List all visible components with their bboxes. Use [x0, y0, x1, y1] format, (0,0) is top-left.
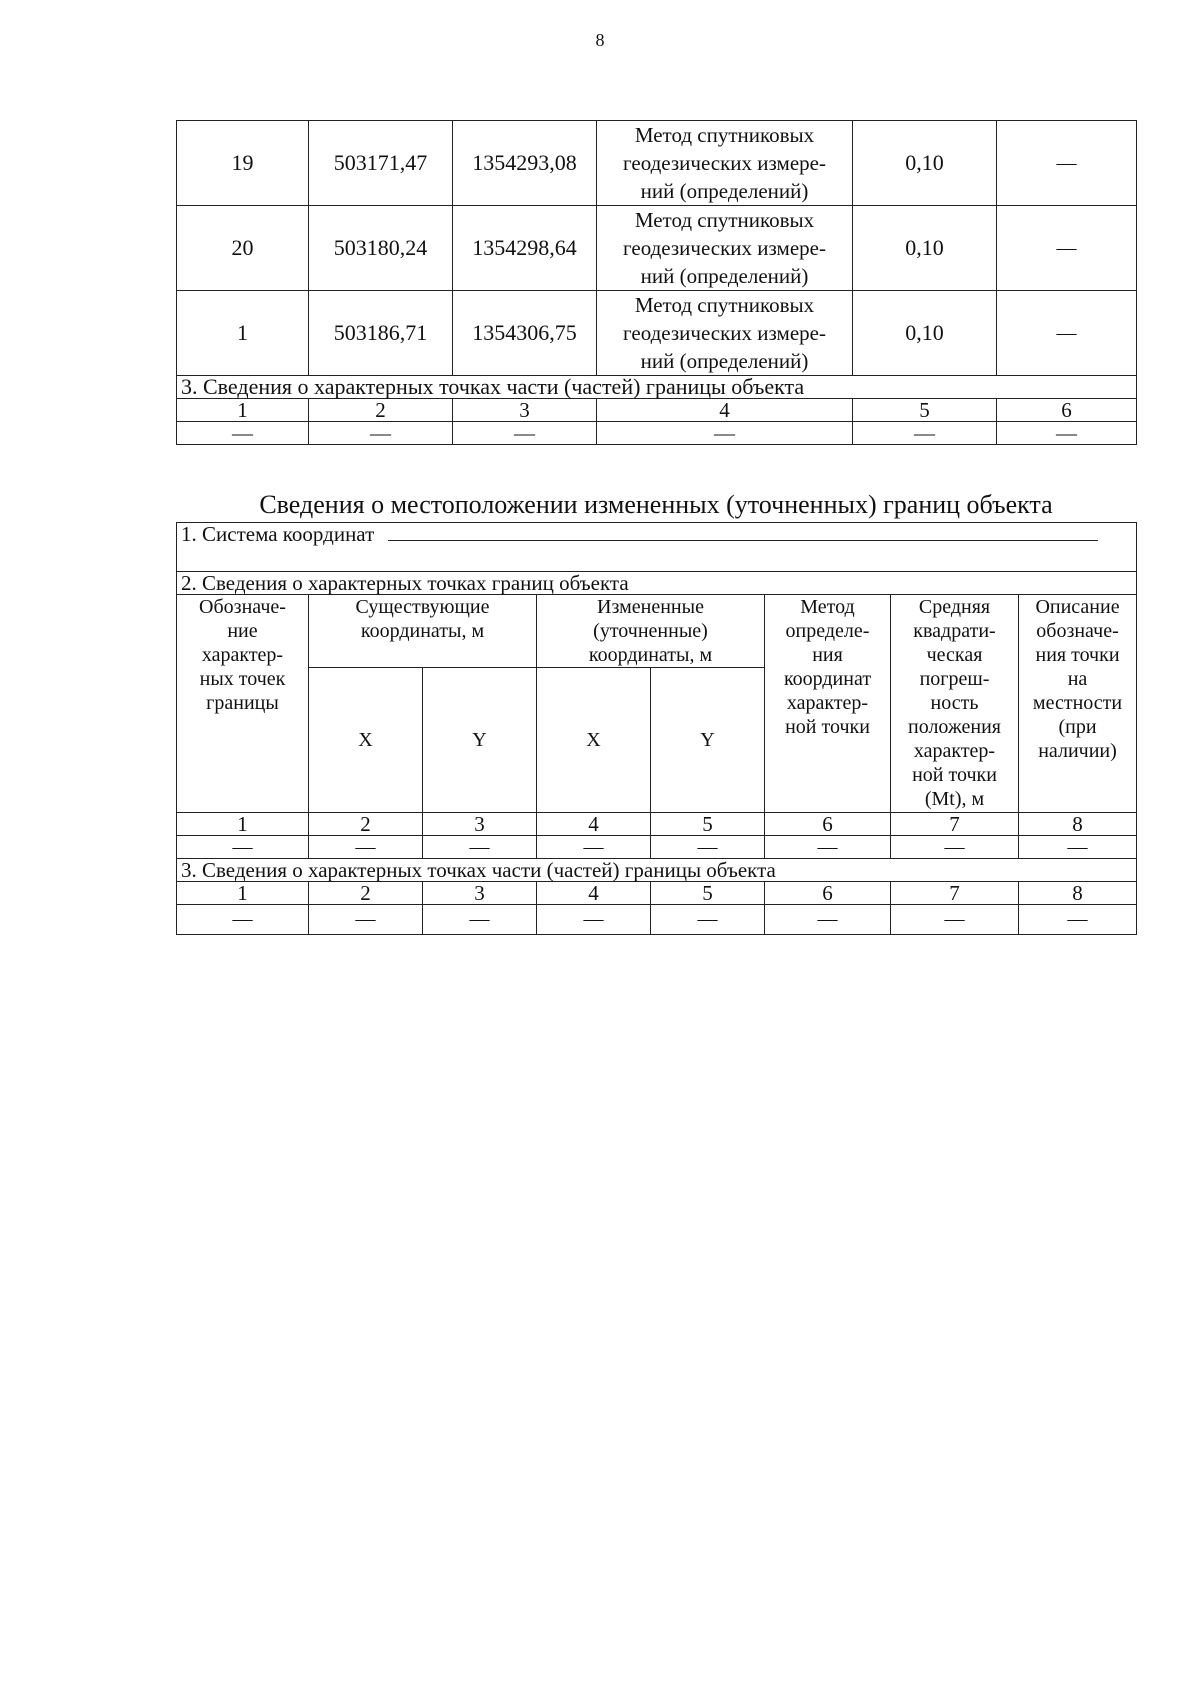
- col-number: 8: [1019, 881, 1137, 904]
- empty-cell: —: [891, 904, 1019, 934]
- empty-cell: —: [177, 904, 309, 934]
- empty-cell: —: [309, 904, 423, 934]
- coord-x: 503186,71: [309, 291, 453, 376]
- col-number: 5: [651, 881, 765, 904]
- empty-cell: —: [651, 904, 765, 934]
- page-number: 8: [595, 30, 605, 50]
- empty-cell: —: [423, 835, 537, 858]
- header-existing-coords: Существующие координаты, м: [309, 594, 537, 667]
- empty-cell: —: [309, 422, 453, 445]
- section-heading: Сведения о местоположении измененных (уточненных) границ объекта: [259, 490, 1053, 519]
- header-designation: Обозначе- ние характер- ных точек границы: [177, 594, 309, 812]
- header-y-changed: Y: [651, 667, 765, 812]
- method-cell: Метод спутниковых геодезических измере- ний (определений): [597, 291, 853, 376]
- point-row: [177, 291, 1137, 376]
- empty-cell: —: [423, 904, 537, 934]
- empty-cell: —: [537, 904, 651, 934]
- accuracy-value: 0,10: [853, 291, 997, 376]
- col-number: 1: [177, 881, 309, 904]
- col-number: 5: [651, 812, 765, 835]
- col-number: 6: [997, 399, 1137, 422]
- point-number: 1: [177, 291, 309, 376]
- header-changed-coords: Измененные (уточненные) координаты, м: [537, 594, 765, 667]
- empty-cell: —: [997, 422, 1137, 445]
- empty-cell: —: [765, 835, 891, 858]
- header-y-existing: Y: [423, 667, 537, 812]
- col-number: 6: [765, 881, 891, 904]
- points-table: [176, 120, 1137, 445]
- empty-cell: —: [177, 835, 309, 858]
- header-description: Описание обозначе- ния точки на местности (при наличии): [1019, 594, 1137, 812]
- coord-y: 1354293,08: [453, 121, 597, 206]
- coordinate-system-label: 1. Система координат: [181, 522, 375, 546]
- empty-cell: —: [309, 835, 423, 858]
- coordinate-system-blank-row: [177, 545, 1137, 571]
- empty-cell: —: [597, 422, 853, 445]
- col-number: 1: [177, 812, 309, 835]
- empty-cell: —: [537, 835, 651, 858]
- col-number: 4: [597, 399, 853, 422]
- col-number: 8: [1019, 812, 1137, 835]
- accuracy-value: 0,10: [853, 121, 997, 206]
- header-method: Метод определе- ния координат характер- ной точки: [765, 594, 891, 812]
- point-number: 19: [177, 121, 309, 206]
- col-number: 7: [891, 881, 1019, 904]
- description-cell: —: [997, 291, 1137, 376]
- changed-boundaries-table: [176, 522, 1137, 935]
- section3-title: 3. Сведения о характерных точках части (частей) границы объекта: [177, 376, 1137, 399]
- header-x-changed: X: [537, 667, 651, 812]
- col-number: 1: [177, 399, 309, 422]
- col-number: 2: [309, 881, 423, 904]
- point-number: 20: [177, 206, 309, 291]
- method-cell: Метод спутниковых геодезических измере- ний (определений): [597, 206, 853, 291]
- empty-cell: —: [853, 422, 997, 445]
- point-row: [177, 121, 1137, 206]
- col-number: 5: [853, 399, 997, 422]
- description-cell: —: [997, 206, 1137, 291]
- col-number: 2: [309, 812, 423, 835]
- empty-cell: —: [177, 422, 309, 445]
- col-number: 4: [537, 812, 651, 835]
- coordinate-system-blank: [388, 526, 1098, 541]
- col-number: 7: [891, 812, 1019, 835]
- coordinate-system-row: [177, 523, 1137, 546]
- col-number: 3: [453, 399, 597, 422]
- empty-cell: —: [891, 835, 1019, 858]
- accuracy-value: 0,10: [853, 206, 997, 291]
- point-row: [177, 206, 1137, 291]
- col-number: 3: [423, 881, 537, 904]
- empty-cell: —: [1019, 904, 1137, 934]
- coord-y: 1354298,64: [453, 206, 597, 291]
- col-number: 2: [309, 399, 453, 422]
- empty-cell: —: [1019, 835, 1137, 858]
- header-x-existing: X: [309, 667, 423, 812]
- coord-x: 503171,47: [309, 121, 453, 206]
- col-number: 3: [423, 812, 537, 835]
- method-cell: Метод спутниковых геодезических измере- ний (определений): [597, 121, 853, 206]
- section2-title: 2. Сведения о характерных точках границ объекта: [177, 571, 1137, 594]
- empty-cell: —: [765, 904, 891, 934]
- header-accuracy: Средняя квадрати- ческая погреш- ность положения характер- ной точки (Mt), м: [891, 594, 1019, 812]
- coord-y: 1354306,75: [453, 291, 597, 376]
- col-number: 4: [537, 881, 651, 904]
- empty-cell: —: [453, 422, 597, 445]
- coord-x: 503180,24: [309, 206, 453, 291]
- col-number: 6: [765, 812, 891, 835]
- description-cell: —: [997, 121, 1137, 206]
- empty-cell: —: [651, 835, 765, 858]
- section3-title: 3. Сведения о характерных точках части (частей) границы объекта: [177, 858, 1137, 881]
